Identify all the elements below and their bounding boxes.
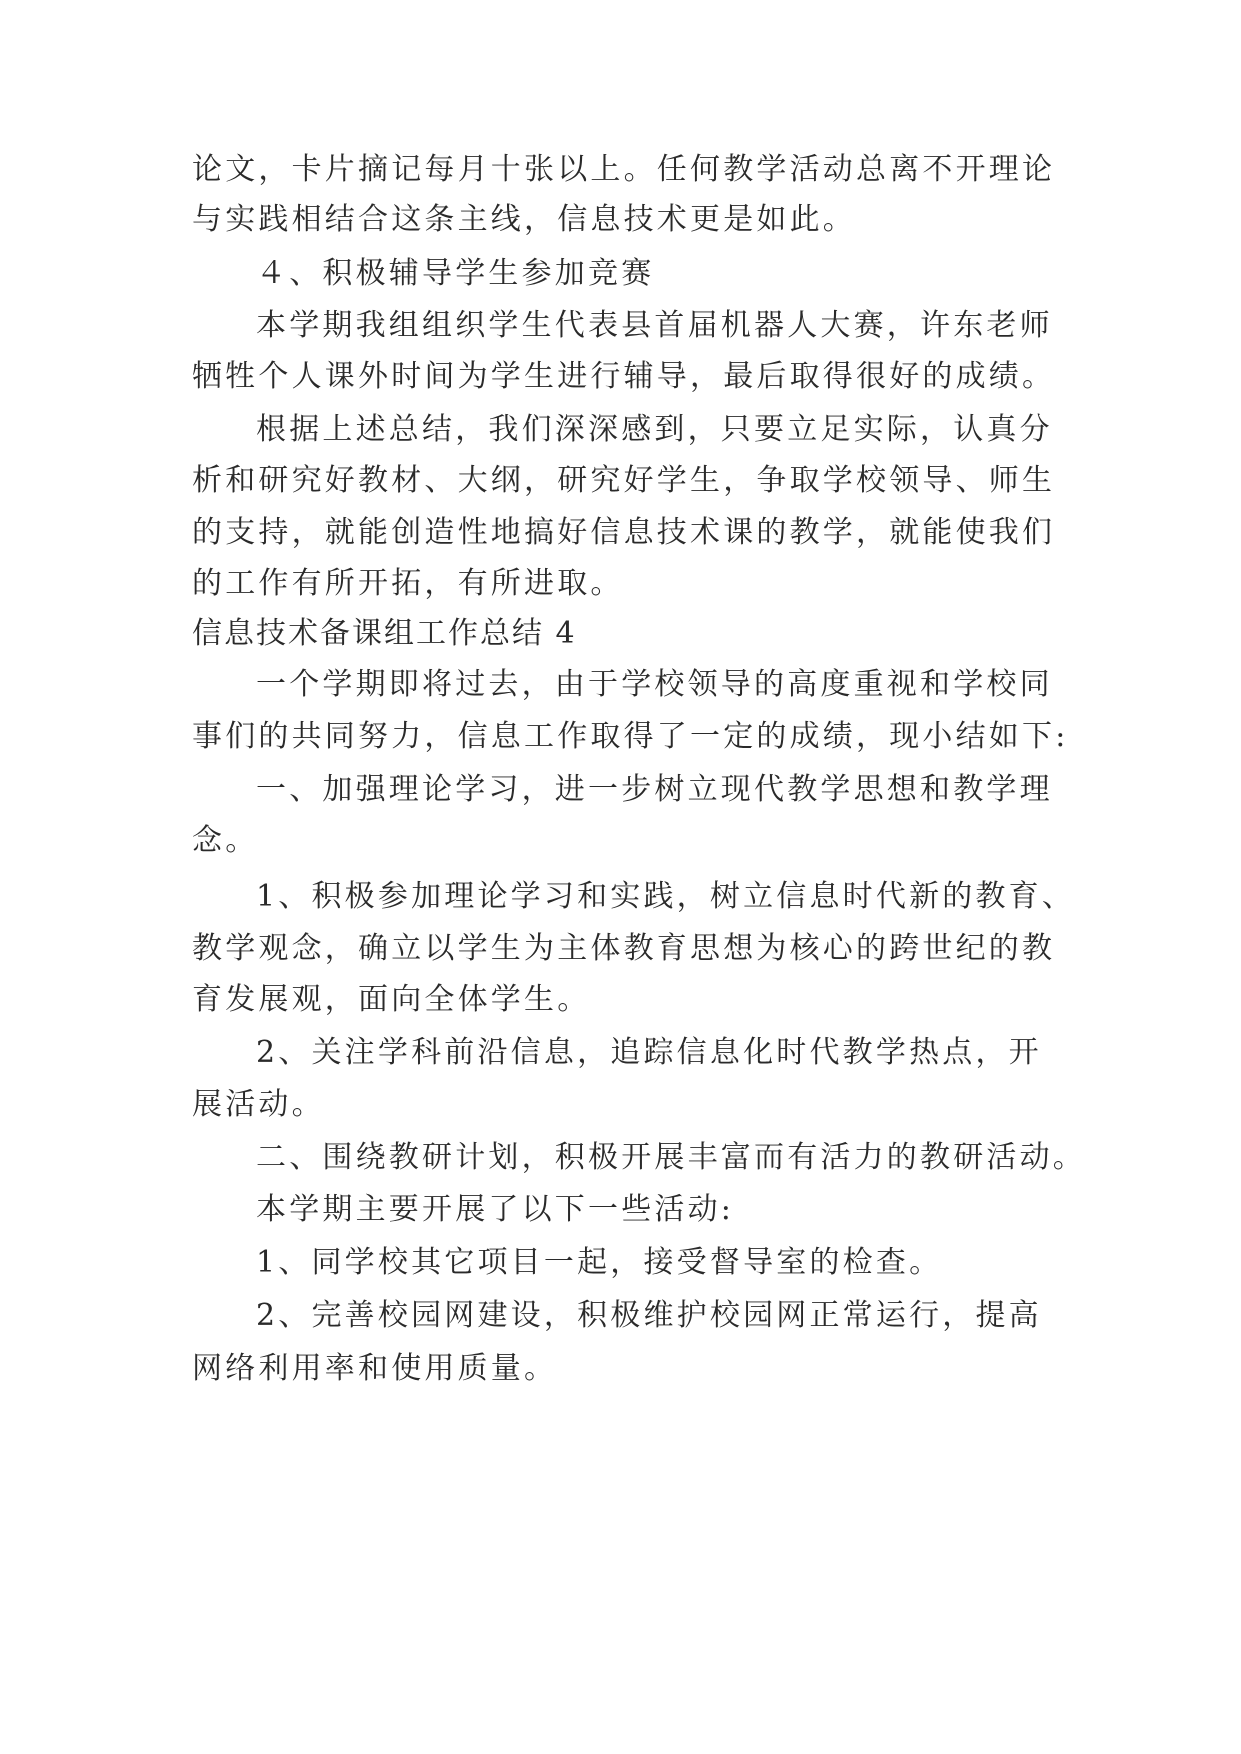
paragraph-line: 教学观念，确立以学生为主体教育思想为核心的跨世纪的教 — [192, 931, 1056, 966]
paragraph-line: 析和研究好教材、大纲，研究好学生，争取学校领导、师生 — [192, 463, 1056, 498]
section-heading: 二、围绕教研计划，积极开展丰富而有活力的教研活动。 — [256, 1140, 1086, 1175]
paragraph-line: 本学期主要开展了以下一些活动: — [256, 1192, 735, 1227]
paragraph-line: 展活动。 — [192, 1087, 325, 1122]
section-heading: ４、积极辅导学生参加竞赛 — [256, 256, 655, 291]
section-heading: 一、加强理论学习，进一步树立现代教学思想和教学理 — [256, 772, 1053, 807]
paragraph-line: 育发展观，面向全体学生。 — [192, 982, 591, 1017]
paragraph-line: 念。 — [192, 823, 259, 858]
paragraph-line: 论文，卡片摘记每月十张以上。任何教学活动总离不开理论 — [192, 152, 1056, 187]
paragraph-line: 根据上述总结，我们深深感到，只要立足实际，认真分 — [256, 412, 1053, 447]
document-section-title: 信息技术备课组工作总结 4 — [192, 616, 577, 651]
paragraph-line: 网络利用率和使用质量。 — [192, 1351, 558, 1386]
paragraph-line: 与实践相结合这条主线，信息技术更是如此。 — [192, 202, 856, 237]
list-item-line: 2、关注学科前沿信息，追踪信息化时代教学热点，开 — [256, 1035, 1042, 1070]
paragraph-line: 本学期我组组织学生代表县首届机器人大赛，许东老师 — [256, 308, 1053, 343]
list-item-line: 1、同学校其它项目一起，接受督导室的检查。 — [256, 1245, 943, 1280]
paragraph-line: 事们的共同努力，信息工作取得了一定的成绩，现小结如下: — [192, 719, 1069, 754]
paragraph-line: 的工作有所开拓，有所进取。 — [192, 566, 624, 601]
paragraph-line: 的支持，就能创造性地搞好信息技术课的教学，就能使我们 — [192, 515, 1056, 550]
list-item-line: 2、完善校园网建设，积极维护校园网正常运行，提高 — [256, 1298, 1042, 1333]
list-item-line: 1、积极参加理论学习和实践，树立信息时代新的教育、 — [256, 879, 1076, 914]
paragraph-line: 一个学期即将过去，由于学校领导的高度重视和学校同 — [256, 667, 1053, 702]
paragraph-line: 牺牲个人课外时间为学生进行辅导，最后取得很好的成绩。 — [192, 359, 1056, 394]
